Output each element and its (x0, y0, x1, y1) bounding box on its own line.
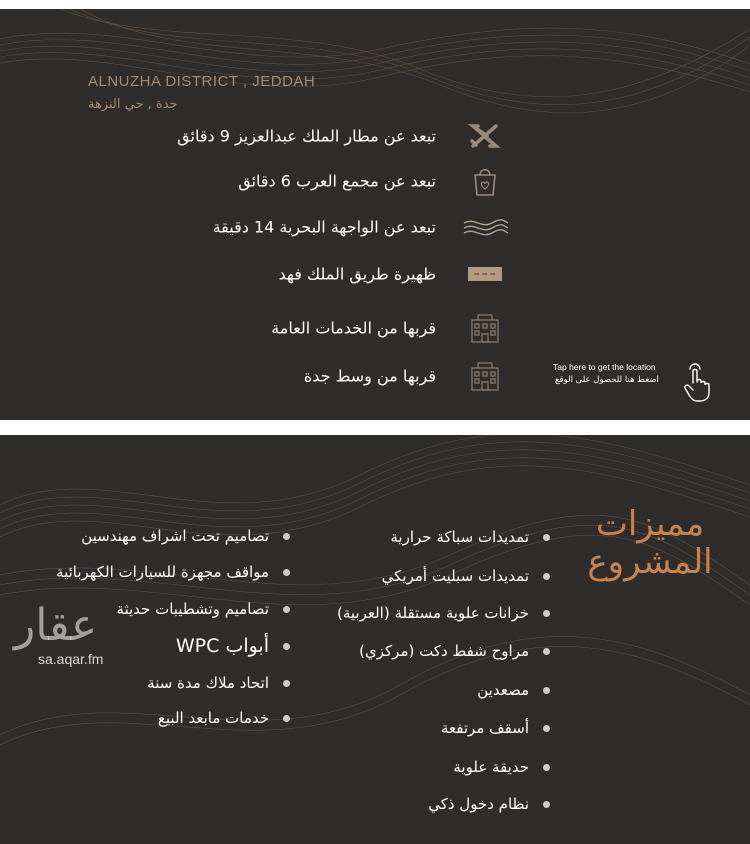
feature-label: تصاميم تحت اشراف مهندسين (81, 527, 269, 545)
features-panel (0, 435, 750, 844)
location-item-label: ظهيرة طريق الملك فهد (278, 264, 436, 284)
feature-item (158, 707, 290, 729)
bullet-icon (543, 725, 550, 732)
bullet-icon (543, 610, 550, 617)
feature-label: تصاميم وتشطيبات حديثة (116, 600, 269, 618)
watermark-logo-text: عقار (14, 600, 98, 651)
feature-item (81, 525, 290, 547)
bullet-icon (543, 801, 550, 808)
bullet-icon (543, 687, 550, 694)
district-title-ar: جدة , حي النزهة (88, 97, 178, 112)
feature-item (176, 635, 290, 657)
location-item (120, 311, 510, 345)
feature-label: مراوح شفط دكت (مركزي) (359, 642, 529, 660)
bullet-icon (283, 606, 290, 613)
feature-item (382, 565, 550, 587)
location-item-label: قربها من الخدمات العامة (271, 318, 436, 338)
feature-label: مصعدين (477, 681, 529, 699)
feature-item (116, 598, 290, 620)
road-icon (460, 258, 510, 290)
building-icon (460, 312, 510, 344)
feature-item (453, 756, 550, 778)
location-item-label: تبعد عن مجمع العرب 6 دقائق (238, 171, 436, 191)
airplane-icon (460, 120, 510, 152)
feature-item (428, 793, 550, 815)
bullet-icon (543, 764, 550, 771)
feature-label: خدمات مابعد البيع (157, 709, 269, 727)
feature-item (337, 602, 550, 624)
feature-item (56, 561, 290, 583)
feature-label: اتحاد ملاك مدة سنة (147, 674, 269, 692)
location-panel (0, 9, 750, 420)
feature-label: خزانات علوية مستقلة (العربية) (336, 604, 529, 622)
bullet-icon (543, 648, 550, 655)
feature-item (359, 640, 550, 662)
aqar-watermark (14, 600, 134, 667)
features-title-line2: المشروع (587, 542, 713, 582)
feature-item (147, 672, 290, 694)
feature-label: أسقف مرتفعة (441, 719, 529, 737)
location-item (120, 164, 510, 198)
feature-item (390, 526, 550, 548)
location-item-label: تبعد عن مطار الملك عبدالعزيز 9 دقائق (177, 126, 436, 146)
building-icon (460, 360, 510, 392)
location-item (120, 359, 510, 393)
feature-label: نظام دخول ذكي (428, 795, 529, 813)
location-item-label: تبعد عن الواجهة البحرية 14 دقيقة (212, 217, 436, 237)
bullet-icon (283, 715, 290, 722)
bullet-icon (543, 573, 550, 580)
location-item (120, 257, 510, 291)
location-item (120, 210, 510, 244)
district-title-en: ALNUZHA DISTRICT , JEDDAH (88, 73, 316, 90)
features-title (575, 505, 725, 581)
tap-location-label-en[interactable]: Tap here to get the location (553, 362, 656, 372)
bullet-icon (283, 643, 290, 650)
bullet-icon (543, 534, 550, 541)
feature-label: تمديدات سبليت أمريكي (381, 567, 529, 585)
location-item (120, 119, 510, 153)
feature-label: تمديدات سباكة حرارية (390, 528, 529, 546)
feature-label: حديقة علوية (453, 758, 529, 776)
feature-item (441, 717, 550, 739)
bullet-icon (283, 680, 290, 687)
feature-item (477, 679, 550, 701)
feature-label: مواقف مجهزة للسيارات الكهربائية (56, 563, 269, 581)
watermark-url: sa.aqar.fm (38, 651, 104, 667)
location-item-label: قربها من وسط جدة (303, 366, 436, 386)
bullet-icon (283, 533, 290, 540)
waves-icon (460, 211, 510, 243)
tap-hand-icon[interactable] (680, 363, 714, 403)
shopping-bag-icon (460, 165, 510, 197)
bullet-icon (283, 569, 290, 576)
feature-label: أبواب WPC (175, 635, 269, 657)
tap-location-label-ar[interactable]: اضغط هنا للحصول على الوقع (555, 375, 659, 385)
features-title-line1: مميزات (595, 504, 705, 544)
